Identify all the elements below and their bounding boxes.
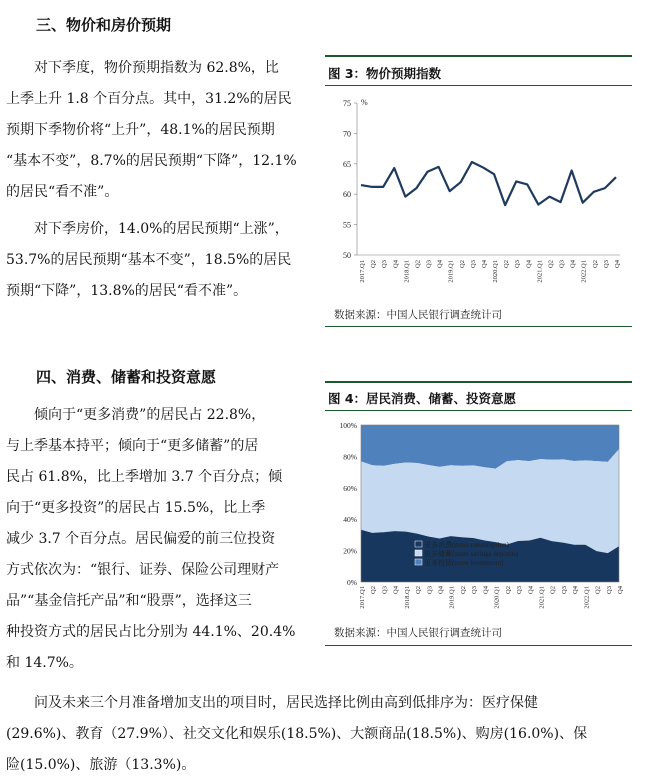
paragraph-line: 问及未来三个月准备增加支出的项目时，居民选择比例由高到低排序为：医疗保健 (34, 695, 538, 711)
paragraph-line: 种投资方式的居民占比分别为 44.1%、20.4% (6, 624, 296, 640)
legend-swatch (415, 541, 422, 547)
paragraph-line: 预期下季物价将“上升”，48.1%的居民预期 (6, 122, 275, 138)
y-tick-label: 80% (343, 452, 357, 462)
x-tick-label: Q2 (594, 586, 602, 594)
x-tick-label: Q4 (572, 586, 580, 594)
legend-label: 更多储蓄(more savings deposits) (424, 550, 519, 558)
x-tick-label: Q2 (549, 586, 557, 594)
paragraph-line: 与上季基本持平；倾向于“更多储蓄”的居 (6, 438, 259, 454)
legend-label: 更多消费(more consumption) (424, 541, 509, 549)
consumption-savings-investment-chart (325, 413, 632, 621)
x-tick-label: Q3 (602, 260, 610, 268)
figure-3-title: 图 3：物价预期指数 (328, 66, 442, 81)
section-4-body (6, 400, 316, 679)
x-tick-label: Q3 (471, 586, 479, 594)
x-tick-label: Q2 (547, 260, 555, 268)
x-tick-label: Q4 (527, 586, 535, 594)
figure-4-source: 数据来源：中国人民银行调查统计司 (334, 627, 502, 639)
x-tick-label: 2018.Q1 (403, 586, 411, 609)
x-tick-label: Q2 (414, 260, 422, 268)
x-tick-label: Q4 (437, 586, 445, 594)
x-tick-label: Q2 (458, 260, 466, 268)
y-tick-label: 0% (347, 578, 357, 587)
paragraph-line: 预期“下降”，13.8%的居民“看不准”。 (6, 283, 248, 299)
x-tick-label: 2022.Q1 (580, 260, 588, 283)
y-tick-label: 70 (343, 129, 351, 139)
y-axis-unit-label: % (361, 98, 368, 107)
price-expectation-chart (325, 88, 632, 300)
paragraph-line: 对下季度，物价预期指数为 62.8%，比 (34, 60, 279, 76)
y-tick-label: 65 (343, 159, 351, 169)
x-tick-label: 2019.Q1 (448, 586, 456, 609)
x-tick-label: 2021.Q1 (538, 586, 546, 609)
y-tick-label: 50 (343, 251, 351, 260)
paragraph-line: 倾向于“更多消费”的居民占 22.8%， (34, 407, 266, 423)
x-tick-label: Q4 (482, 586, 490, 594)
paragraph-line: 向于“更多投资”的居民占 15.5%，比上季 (6, 500, 266, 516)
x-tick-label: Q3 (558, 260, 566, 268)
x-tick-label: Q3 (605, 586, 613, 594)
paragraph-line: 品”“基金信托产品”和“股票”，选择这三 (6, 593, 252, 609)
paragraph-line: “基本不变”，8.7%的居民预期“下降”，12.1% (6, 153, 297, 169)
x-tick-label: Q2 (504, 586, 512, 594)
y-tick-label: 55 (343, 220, 351, 230)
figure-4-title: 图 4：居民消费、储蓄、投资意愿 (328, 391, 517, 406)
series-line (361, 162, 616, 205)
x-tick-label: Q3 (514, 260, 522, 268)
figure-3-bottom-rule (325, 326, 632, 327)
x-tick-label: Q2 (370, 586, 378, 594)
legend-swatch (415, 550, 422, 556)
x-tick-label: Q2 (503, 260, 511, 268)
x-tick-label: Q3 (425, 260, 433, 268)
x-tick-label: 2021.Q1 (536, 260, 544, 283)
section-4-heading: 四、消费、储蓄和投资意愿 (36, 368, 217, 386)
x-tick-label: Q2 (591, 260, 599, 268)
section-3-heading: 三、物价和房价预期 (36, 16, 172, 34)
y-tick-label: 20% (343, 546, 357, 556)
paragraph-line: 减少 3.7 个百分点。居民偏爱的前三位投资 (6, 531, 276, 547)
y-tick-label: 100% (339, 421, 357, 430)
paragraph-line: 的居民“看不准”。 (6, 184, 119, 200)
spending-plan-paragraph (6, 688, 640, 781)
x-tick-label: 2019.Q1 (447, 260, 455, 283)
x-tick-label: Q2 (459, 586, 467, 594)
x-tick-label: 2018.Q1 (403, 260, 411, 283)
x-tick-label: Q4 (614, 260, 621, 268)
legend-label: 更多投资(more investment) (424, 559, 504, 567)
figure-3-source: 数据来源：中国人民银行调查统计司 (334, 309, 502, 321)
x-tick-label: 2020.Q1 (493, 586, 501, 609)
x-tick-label: Q4 (569, 260, 577, 268)
x-tick-label: Q3 (560, 586, 568, 594)
paragraph-line: (29.6%)、教育（27.9%）、社交文化和娱乐(18.5%)、大额商品(18.5%)、购房(16.0%)、保 (6, 726, 588, 742)
y-tick-label: 60% (343, 483, 357, 493)
x-tick-label: Q4 (525, 260, 533, 268)
paragraph-line: 上季上升 1.8 个百分点。其中，31.2%的居民 (6, 91, 292, 107)
paragraph-line: 和 14.7%。 (6, 655, 83, 671)
paragraph-line: 53.7%的居民预期“基本不变”，18.5%的居民 (6, 252, 292, 268)
y-tick-label: 60 (343, 190, 351, 200)
x-tick-label: Q4 (617, 586, 624, 594)
x-tick-label: Q3 (426, 586, 434, 594)
section-3-body (6, 53, 316, 307)
x-tick-label: Q4 (392, 586, 400, 594)
x-tick-label: Q4 (480, 260, 488, 268)
paragraph-line: 险(15.0%)、旅游（13.3%)。 (6, 757, 196, 773)
paragraph-line: 对下季房价，14.0%的居民预期“上涨”， (34, 221, 289, 237)
x-tick-label: 2017.Q1 (359, 586, 366, 609)
y-tick-label: 40% (343, 515, 357, 525)
x-tick-label: Q4 (436, 260, 444, 268)
paragraph-line: 民占 61.8%，比上季增加 3.7 个百分点；倾 (6, 469, 283, 485)
figure-4-bottom-rule (325, 645, 632, 646)
x-tick-label: Q2 (370, 260, 378, 268)
figure-4-title-rule (325, 410, 632, 411)
figure-3-title-rule (325, 85, 632, 86)
x-tick-label: Q2 (415, 586, 423, 594)
figure-4-top-rule (325, 381, 632, 383)
x-tick-label: 2022.Q1 (583, 586, 591, 609)
x-tick-label: Q3 (469, 260, 477, 268)
x-tick-label: Q4 (392, 260, 400, 268)
paragraph-line: 方式依次为：“银行、证券、保险公司理财产 (6, 562, 280, 578)
legend-swatch (415, 559, 422, 565)
y-tick-label: 75 (343, 99, 351, 108)
x-tick-label: Q3 (381, 260, 389, 268)
x-tick-label: Q3 (516, 586, 524, 594)
x-tick-label: Q3 (381, 586, 389, 594)
x-tick-label: 2017.Q1 (359, 260, 366, 283)
figure-3-top-rule (325, 55, 632, 57)
x-tick-label: 2020.Q1 (492, 260, 500, 283)
